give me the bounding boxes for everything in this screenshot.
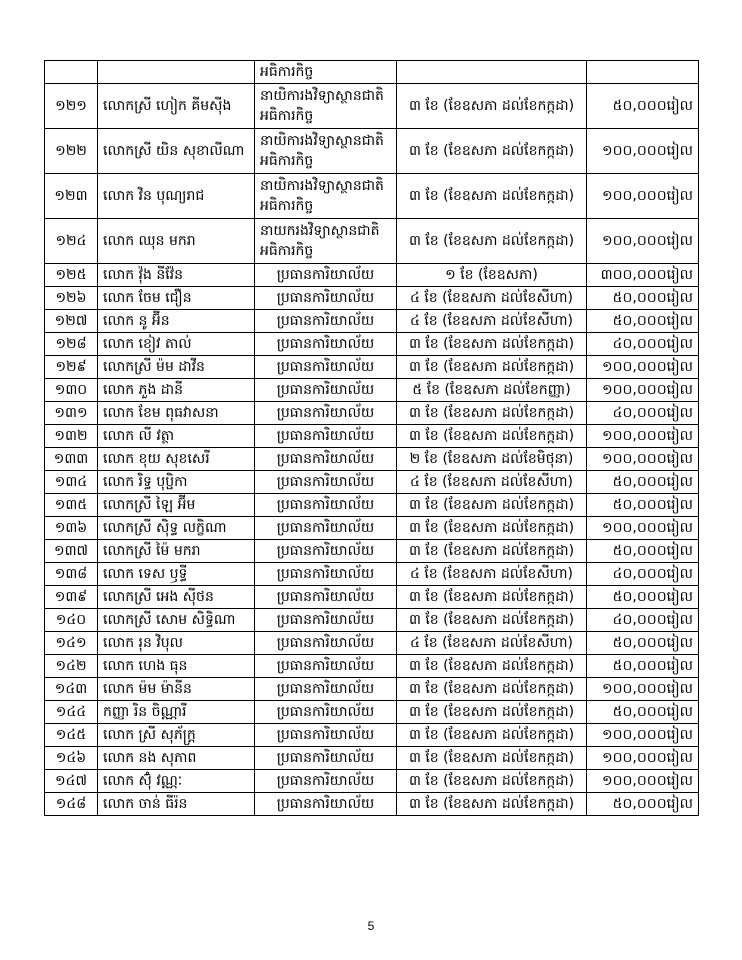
table-row (45, 747, 699, 770)
amount-cell: ១០០,០០០រៀល (587, 219, 699, 264)
number-cell (45, 61, 98, 84)
position-cell (255, 174, 397, 219)
duration-cell: ៣ ខែ (ខែឧសភា ដល់ខែកក្កដា) (397, 356, 587, 379)
table-row (45, 632, 699, 655)
duration-cell: ៣ ខែ (ខែឧសភា ដល់ខែកក្កដា) (397, 425, 587, 448)
name-cell: លោក នង សុភាព (98, 747, 255, 770)
position-cell (255, 129, 397, 174)
duration-cell: ៣ ខែ (ខែឧសភា ដល់ខែកក្កដា) (397, 84, 587, 129)
number-cell: ១២២ (45, 129, 98, 174)
position-cell: ប្រធានការិយាល័យ (255, 287, 397, 310)
duration-cell: ២ ខែ (ខែឧសភា ដល់ខែមិថុនា) (397, 448, 587, 471)
name-cell: កញ្ញា រិន ចិណ្ណារី (98, 701, 255, 724)
duration-cell: ៣ ខែ (ខែឧសភា ដល់ខែកក្កដា) (397, 747, 587, 770)
position-line-2: អធិការកិច្ច (260, 153, 314, 169)
amount-cell: ៤០,០០០រៀល (587, 609, 699, 632)
table-row (45, 425, 699, 448)
table-row (45, 333, 699, 356)
number-cell: ១២៦ (45, 287, 98, 310)
allowance-table (44, 60, 699, 816)
position-cell: ប្រធានការិយាល័យ (255, 471, 397, 494)
number-cell: ១២៧ (45, 310, 98, 333)
number-cell: ១៣៨ (45, 563, 98, 586)
duration-cell: ៤ ខែ (ខែឧសភា ដល់ខែសីហា) (397, 310, 587, 333)
position-cell: ប្រធានការិយាល័យ (255, 517, 397, 540)
amount-cell: ៥០,០០០រៀល (587, 287, 699, 310)
name-cell: លោក វិន បុណ្យរាជ (98, 174, 255, 219)
name-cell: លោកស្រី អេង ស៊ីថន (98, 586, 255, 609)
amount-cell: ៥០,០០០រៀល (587, 310, 699, 333)
table-row (45, 84, 699, 129)
duration-cell: ៣ ខែ (ខែឧសភា ដល់ខែកក្កដា) (397, 494, 587, 517)
position-cell: ប្រធានការិយាល័យ (255, 379, 397, 402)
amount-cell: ៤០,០០០រៀល (587, 402, 699, 425)
amount-cell: ៥០,០០០រៀល (587, 701, 699, 724)
amount-cell: ១០០,០០០រៀល (587, 129, 699, 174)
table-row (45, 264, 699, 287)
name-cell: លោក ហេង ធុន (98, 655, 255, 678)
position-cell: ប្រធានការិយាល័យ (255, 425, 397, 448)
duration-cell: ៤ ខែ (ខែឧសភា ដល់ខែសីហា) (397, 563, 587, 586)
number-cell: ១៣៦ (45, 517, 98, 540)
duration-cell: ៣ ខែ (ខែឧសភា ដល់ខែកក្កដា) (397, 219, 587, 264)
amount-cell: ១០០,០០០រៀល (587, 517, 699, 540)
table-row (45, 678, 699, 701)
name-cell: លោកស្រី ម៉ៃ មករា (98, 540, 255, 563)
table-row (45, 129, 699, 174)
table-row (45, 793, 699, 816)
duration-cell: ៣ ខែ (ខែឧសភា ដល់ខែកក្កដា) (397, 586, 587, 609)
amount-cell: ១០០,០០០រៀល (587, 747, 699, 770)
name-cell: លោក រុន វិបុល (98, 632, 255, 655)
table-row (45, 287, 699, 310)
table-row (45, 471, 699, 494)
duration-cell: ៤ ខែ (ខែឧសភា ដល់ខែសីហា) (397, 632, 587, 655)
number-cell: ១៣៤ (45, 471, 98, 494)
position-line-1: នាយិការងវិទ្យាស្ថានជាតិ (260, 133, 384, 149)
number-cell: ១៤៥ (45, 724, 98, 747)
number-cell: ១២៩ (45, 356, 98, 379)
duration-cell: ៣ ខែ (ខែឧសភា ដល់ខែកក្កដា) (397, 609, 587, 632)
name-cell: លោកស្រី ស៊ិទ្ធ លក្ខិណា (98, 517, 255, 540)
position-line-2: អធិការកិច្ច (260, 243, 314, 259)
position-line-1: នាយករងវិទ្យាស្ថានជាតិ (260, 223, 380, 239)
number-cell: ១៤៣ (45, 678, 98, 701)
amount-cell: ១០០,០០០រៀល (587, 174, 699, 219)
number-cell: ១៣២ (45, 425, 98, 448)
number-cell: ១២៥ (45, 264, 98, 287)
position-line-2: អធិការកិច្ច (260, 108, 314, 124)
duration-cell: ៣ ខែ (ខែឧសភា ដល់ខែកក្កដា) (397, 129, 587, 174)
name-cell: លោក រិទ្ធ បុប្ផិកា (98, 471, 255, 494)
position-cell: ប្រធានការិយាល័យ (255, 448, 397, 471)
duration-cell: ៣ ខែ (ខែឧសភា ដល់ខែកក្កដា) (397, 174, 587, 219)
duration-cell: ៣ ខែ (ខែឧសភា ដល់ខែកក្កដា) (397, 770, 587, 793)
duration-cell: ៣ ខែ (ខែឧសភា ដល់ខែកក្កដា) (397, 724, 587, 747)
table-row (45, 174, 699, 219)
number-cell: ១៤២ (45, 655, 98, 678)
name-cell: លោក ស៊ុំ វណ្ណៈ (98, 770, 255, 793)
amount-cell: ១០០,០០០រៀល (587, 425, 699, 448)
number-cell: ១៤៦ (45, 747, 98, 770)
number-cell: ១២១ (45, 84, 98, 129)
name-cell: លោក ឈុន មករា (98, 219, 255, 264)
amount-cell: ៤០,០០០រៀល (587, 333, 699, 356)
name-cell: លោកស្រី ឡៃ អ៊ីម (98, 494, 255, 517)
position-cell: ប្រធានការិយាល័យ (255, 310, 397, 333)
position-cell: ប្រធានការិយាល័យ (255, 356, 397, 379)
position-cell: ប្រធានការិយាល័យ (255, 632, 397, 655)
position-line-1: នាយិការងវិទ្យាស្ថានជាតិ (260, 88, 384, 104)
position-cell: ប្រធានការិយាល័យ (255, 655, 397, 678)
table-row (45, 724, 699, 747)
amount-cell: ១០០,០០០រៀល (587, 448, 699, 471)
number-cell: ១៤០ (45, 609, 98, 632)
table-row (45, 609, 699, 632)
position-cell (255, 84, 397, 129)
number-cell: ១៤៤ (45, 701, 98, 724)
duration-cell (397, 61, 587, 84)
number-cell: ១២៨ (45, 333, 98, 356)
number-cell: ១៣០ (45, 379, 98, 402)
position-cell: ប្រធានការិយាល័យ (255, 747, 397, 770)
amount-cell: ៥០,០០០រៀល (587, 494, 699, 517)
duration-cell: ៤ ខែ (ខែឧសភា ដល់ខែសីហា) (397, 287, 587, 310)
table-row (45, 494, 699, 517)
table-row-continued (45, 61, 699, 84)
table-row (45, 310, 699, 333)
number-cell: ១៣៩ (45, 586, 98, 609)
table-row (45, 448, 699, 471)
number-cell: ១២៣ (45, 174, 98, 219)
number-cell: ១៣៧ (45, 540, 98, 563)
amount-cell: ៤០,០០០រៀល (587, 563, 699, 586)
name-cell: លោក ចែម ជឿន (98, 287, 255, 310)
number-cell: ១៣១ (45, 402, 98, 425)
amount-cell: ៥០,០០០រៀល (587, 84, 699, 129)
duration-cell: ៣ ខែ (ខែឧសភា ដល់ខែកក្កដា) (397, 540, 587, 563)
name-cell: លោក ចាន់ ធីរ៉ន (98, 793, 255, 816)
table-row (45, 701, 699, 724)
amount-cell: ៥០,០០០រៀល (587, 655, 699, 678)
name-cell: លោក ខៀវ តាល់ (98, 333, 255, 356)
position-cell: ប្រធានការិយាល័យ (255, 724, 397, 747)
position-cell: ប្រធានការិយាល័យ (255, 586, 397, 609)
amount-cell: ៥០,០០០រៀល (587, 586, 699, 609)
position-cell: ប្រធានការិយាល័យ (255, 402, 397, 425)
position-line-1: នាយិការងវិទ្យាស្ថានជាតិ (260, 178, 384, 194)
duration-cell: ៣ ខែ (ខែឧសភា ដល់ខែកក្កដា) (397, 333, 587, 356)
name-cell (98, 61, 255, 84)
position-cell: ប្រធានការិយាល័យ (255, 563, 397, 586)
number-cell: ១២៤ (45, 219, 98, 264)
position-line-2: អធិការកិច្ច (260, 198, 314, 214)
name-cell: លោក វ៉ុង នីវ៉ែន (98, 264, 255, 287)
position-cell (255, 219, 397, 264)
position-cell: ប្រធានការិយាល័យ (255, 609, 397, 632)
position-cell: ប្រធានការិយាល័យ (255, 793, 397, 816)
duration-cell: ៣ ខែ (ខែឧសភា ដល់ខែកក្កដា) (397, 793, 587, 816)
table-row (45, 655, 699, 678)
table-row (45, 540, 699, 563)
table-body (45, 61, 699, 816)
name-cell: លោក ម៉ម ម៉ានីន (98, 678, 255, 701)
amount-cell: ១០០,០០០រៀល (587, 724, 699, 747)
position-cell: ប្រធានការិយាល័យ (255, 494, 397, 517)
amount-cell: ៣០០,០០០រៀល (587, 264, 699, 287)
duration-cell: ៣ ខែ (ខែឧសភា ដល់ខែកក្កដា) (397, 655, 587, 678)
page-number: 5 (367, 919, 375, 933)
position-cell: ប្រធានការិយាល័យ (255, 701, 397, 724)
name-cell: លោកស្រី សោម សិទ្ធិណា (98, 609, 255, 632)
position-cell: ប្រធានការិយាល័យ (255, 770, 397, 793)
name-cell: លោកស្រី ហៀក គីមស៊ីង (98, 84, 255, 129)
name-cell: លោក នូ អ៊ីន (98, 310, 255, 333)
name-cell: លោក ទេស ឫទ្ធី (98, 563, 255, 586)
amount-cell (587, 61, 699, 84)
name-cell: លោក លី វត្ថា (98, 425, 255, 448)
number-cell: ១៣៥ (45, 494, 98, 517)
table-row (45, 356, 699, 379)
duration-cell: ១ ខែ (ខែឧសភា) (397, 264, 587, 287)
number-cell: ១៣៣ (45, 448, 98, 471)
number-cell: ១៤៨ (45, 793, 98, 816)
name-cell: លោក ខុយ សុខសេរី (98, 448, 255, 471)
name-cell: លោក ខែម ពុធវាសនា (98, 402, 255, 425)
duration-cell: ៤ ខែ (ខែឧសភា ដល់ខែសីហា) (397, 471, 587, 494)
table-row (45, 379, 699, 402)
position-cell: ប្រធានការិយាល័យ (255, 540, 397, 563)
amount-cell: ៥០,០០០រៀល (587, 632, 699, 655)
position-cell: ប្រធានការិយាល័យ (255, 678, 397, 701)
table-row (45, 219, 699, 264)
duration-cell: ៣ ខែ (ខែឧសភា ដល់ខែកក្កដា) (397, 517, 587, 540)
table-row (45, 402, 699, 425)
amount-cell: ១០០,០០០រៀល (587, 379, 699, 402)
position-cell: អធិការកិច្ច (255, 61, 397, 84)
name-cell: លោកស្រី យិន សុខាលីណា (98, 129, 255, 174)
table-row (45, 563, 699, 586)
duration-cell: ៥ ខែ (ខែឧសភា ដល់ខែកញ្ញា) (397, 379, 587, 402)
number-cell: ១៤៧ (45, 770, 98, 793)
table-row (45, 586, 699, 609)
duration-cell: ៣ ខែ (ខែឧសភា ដល់ខែកក្កដា) (397, 701, 587, 724)
duration-cell: ៣ ខែ (ខែឧសភា ដល់ខែកក្កដា) (397, 678, 587, 701)
amount-cell: ៥០,០០០រៀល (587, 471, 699, 494)
position-cell: ប្រធានការិយាល័យ (255, 333, 397, 356)
amount-cell: ១០០,០០០រៀល (587, 770, 699, 793)
amount-cell: ៥០,០០០រៀល (587, 540, 699, 563)
amount-cell: ៥០,០០០រៀល (587, 793, 699, 816)
duration-cell: ៣ ខែ (ខែឧសភា ដល់ខែកក្កដា) (397, 402, 587, 425)
table-row (45, 770, 699, 793)
amount-cell: ១០០,០០០រៀល (587, 356, 699, 379)
name-cell: លោក ស្រី សុភ័ក្រ្ត (98, 724, 255, 747)
name-cell: លោក ភួង ដានី (98, 379, 255, 402)
table-row (45, 517, 699, 540)
amount-cell: ១០០,០០០រៀល (587, 678, 699, 701)
name-cell: លោកស្រី ម៉ម ដាវីន (98, 356, 255, 379)
number-cell: ១៤១ (45, 632, 98, 655)
position-cell: ប្រធានការិយាល័យ (255, 264, 397, 287)
